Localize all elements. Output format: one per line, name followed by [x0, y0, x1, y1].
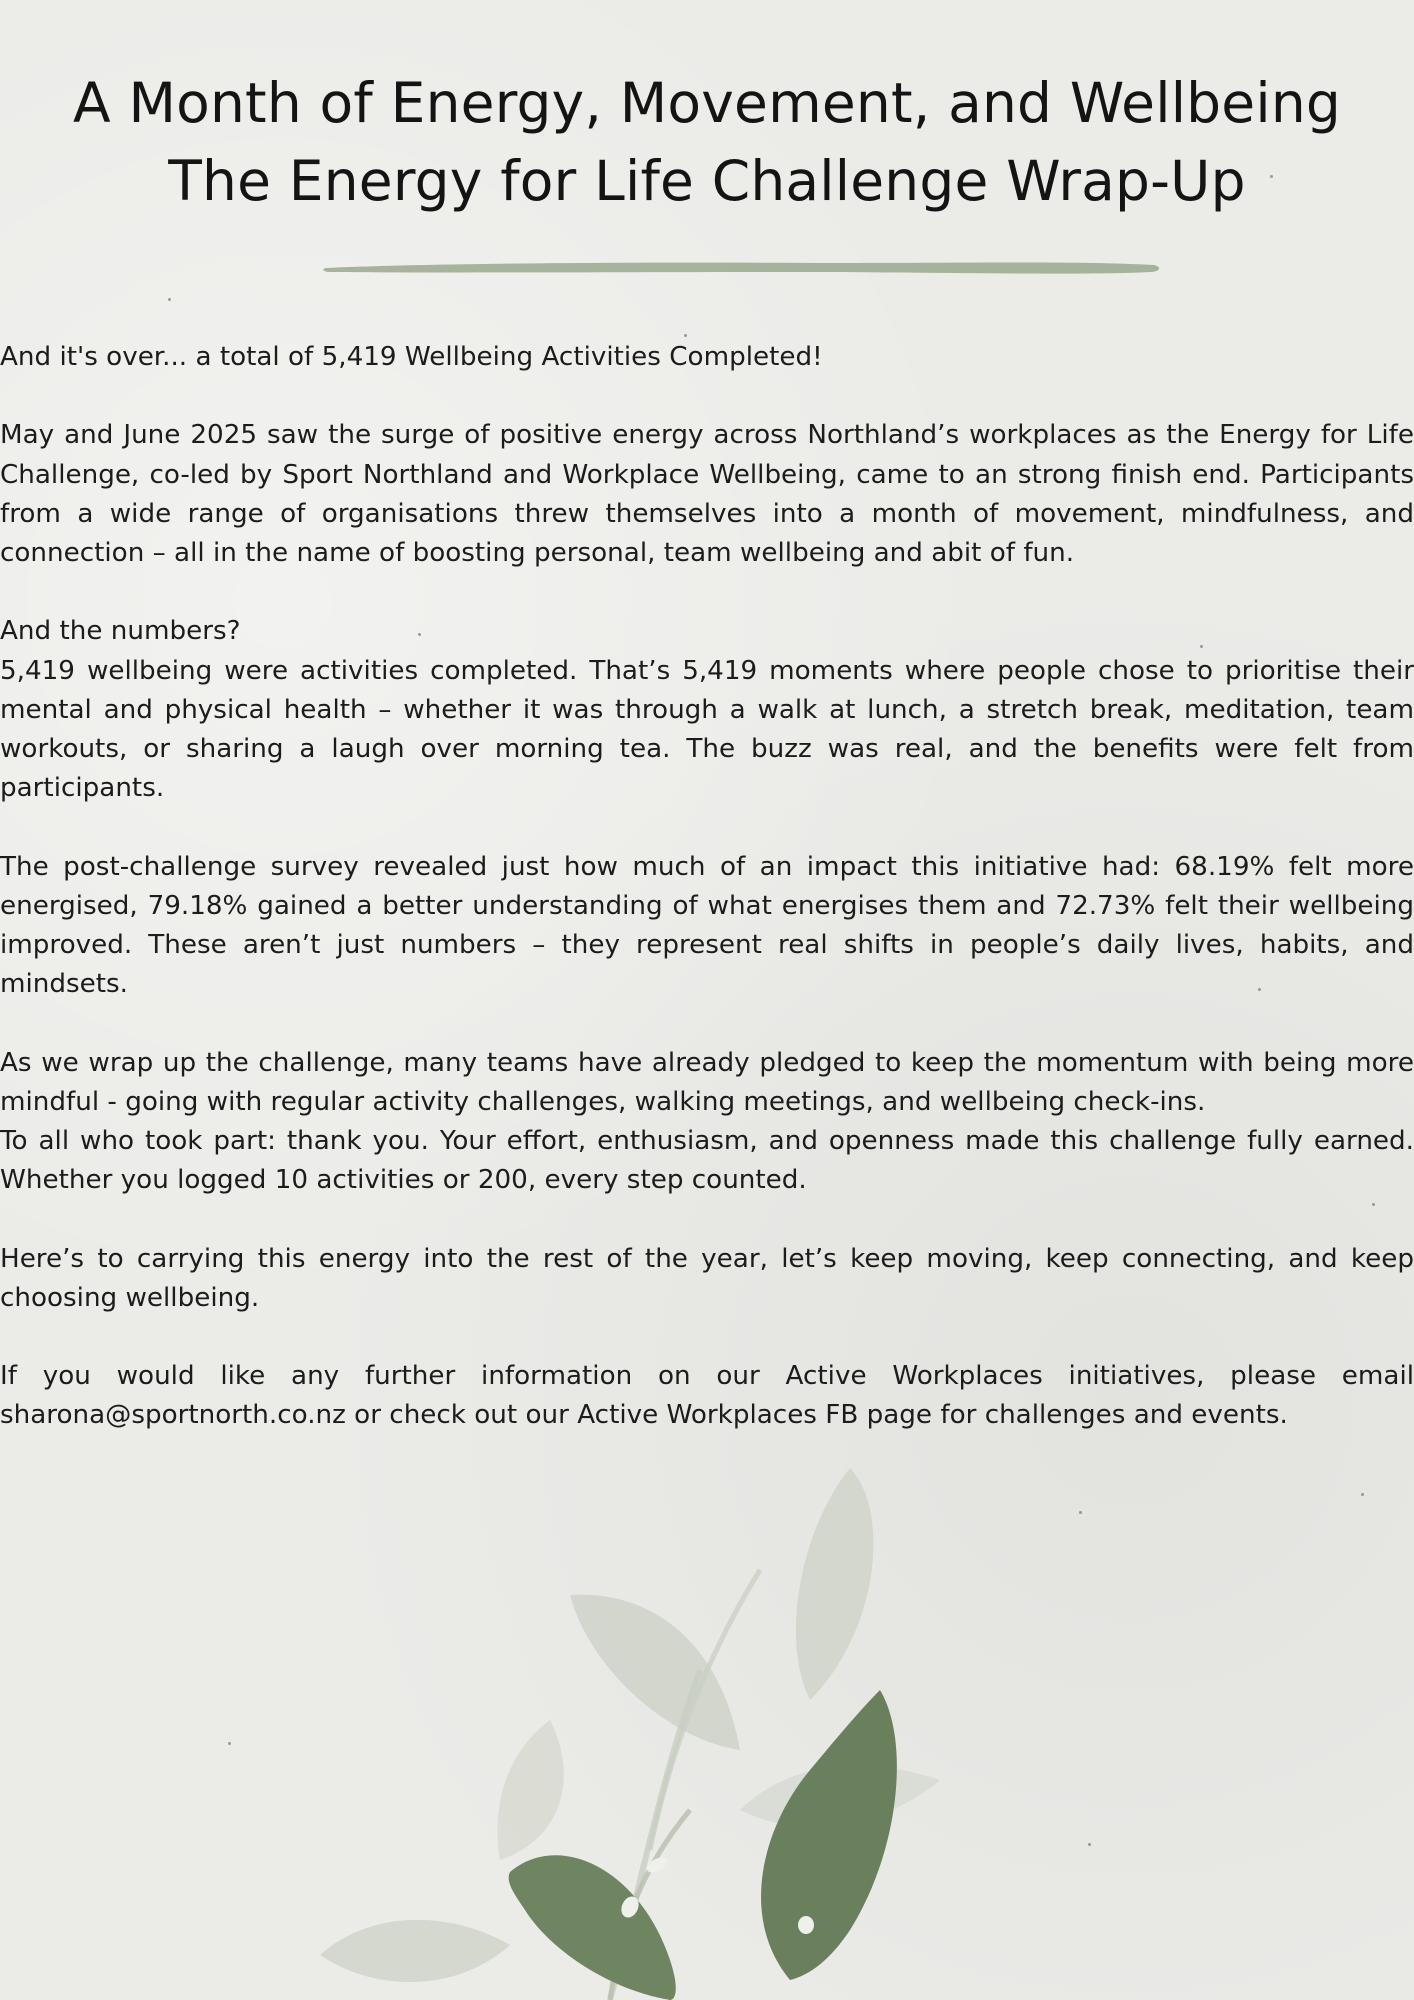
paragraph-contact-info: If you would like any further information on our Active Workplaces initiatives, please email sharona@sportnorth.co.nz or check out our Active Workplaces FB page for challenges and events. [0, 1361, 1414, 1431]
article-body [0, 338, 1414, 1475]
paper-speck [1088, 1843, 1091, 1846]
title-line-1: A Month of Energy, Movement, and Wellbeing [72, 71, 1341, 135]
paragraph-thank-you: To all who took part: thank you. Your effort, enthusiasm, and openness made this challenge fully earned. Whether you logged 10 activities or 200, every step counted. [0, 1126, 1414, 1196]
paragraph-challenge-summary: May and June 2025 saw the surge of positive energy across Northland’s workplaces as the Energy for Life Challenge, co-led by Sport Northland and Workplace Wellbeing, came to an strong finish end. Participants from a wide range of organisations threw themselves into a month of movement, mindfulness, and connection – all in the name of boosting personal, team wellbeing and abit of fun. [0, 420, 1414, 568]
leaf-branch-icon [310, 1450, 970, 2000]
paper-speck [228, 1742, 231, 1745]
document-header [0, 64, 1414, 220]
title-line-2: The Energy for Life Challenge Wrap-Up [168, 149, 1246, 213]
paper-speck [168, 298, 171, 301]
paragraph-closing: Here’s to carrying this energy into the rest of the year, let’s keep moving, keep connecting, and keep choosing wellbeing. [0, 1243, 1414, 1313]
paper-speck [1079, 1511, 1082, 1514]
paper-speck [684, 334, 687, 337]
paper-speck [1361, 1493, 1364, 1496]
brush-stroke-divider [322, 257, 1162, 279]
numbers-heading: And the numbers? [0, 616, 241, 647]
paragraph-activity-count: 5,419 wellbeing were activities completed. That’s 5,419 moments where people chose to prioritise their mental and physical health – whether it was through a walk at lunch, a stretch break, meditation, team workouts, or sharing a laugh over morning tea. The buzz was real, and the benefits were felt from participants. [0, 655, 1414, 804]
paragraph-survey-results: The post-challenge survey revealed just how much of an impact this initiative had: 68.19% felt more energised, 79.18% gained a better understanding of what energises them and 72.73% felt their wellbeing improved. These aren’t just numbers – they represent real shifts in people’s daily lives, habits, and mindsets. [0, 851, 1414, 1000]
intro-line: And it's over... a total of 5,419 Wellbeing Activities Completed! [0, 342, 823, 372]
paragraph-momentum: As we wrap up the challenge, many teams have already pledged to keep the momentum with being more mindful - going with regular activity challenges, walking meetings, and wellbeing check-ins. [0, 1047, 1414, 1117]
